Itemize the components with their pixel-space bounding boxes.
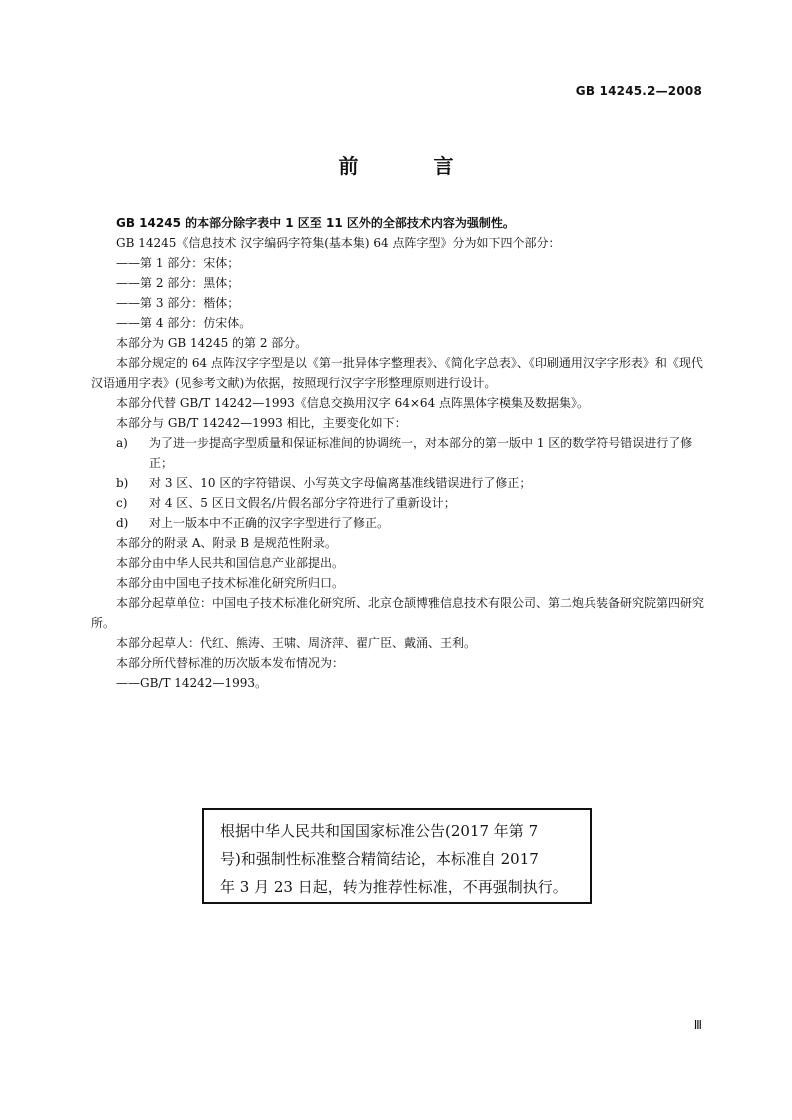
paragraph-proposer: 本部分由中华人民共和国信息产业部提出。 xyxy=(116,556,345,570)
mandatory-statement: GB 14245 的本部分除字表中 1 区至 11 区外的全部技术内容为强制性。 xyxy=(116,216,515,230)
paragraph-replaces: 本部分代替 GB/T 14242—1993《信息交换用汉字 64×64 点阵黑体字模集及数据集》。 xyxy=(116,396,590,410)
paragraph-history: 本部分所代替标准的历次版本发布情况为： xyxy=(116,656,345,670)
list-marker: b) xyxy=(116,476,129,490)
part-item-1: ——第 1 部分：宋体； xyxy=(116,256,240,270)
foreword-body xyxy=(91,213,705,693)
paragraph-history-item: ——GB/T 14242—1993。 xyxy=(116,676,267,690)
list-item-text: 对 3 区、10 区的字符错误、小写英文字母偏离基准线错误进行了修正； xyxy=(149,476,532,490)
part-item-3: ——第 3 部分：楷体； xyxy=(116,296,240,310)
paragraph-drafters: 本部分起草人：代红、熊涛、王啸、周济萍、翟广臣、戴涌、王利。 xyxy=(116,636,477,650)
status-notice-box xyxy=(202,808,592,904)
paragraph-changes-intro: 本部分与 GB/T 14242—1993 相比，主要变化如下： xyxy=(116,416,407,430)
part-item-2: ——第 2 部分：黑体； xyxy=(116,276,240,290)
list-item xyxy=(91,513,705,533)
notice-line-1: 根据中华人民共和国国家标准公告(2017 年第 7 xyxy=(220,822,539,840)
list-item-text: 对 4 区、5 区日文假名/片假名部分字符进行了重新设计； xyxy=(149,496,456,510)
paragraph-centralized: 本部分由中国电子技术标准化研究所归口。 xyxy=(116,576,345,590)
paragraph-drafting-units: 本部分起草单位：中国电子技术标准化研究所、北京仓颉博雅信息技术有限公司、第二炮兵装备研究院第四研究所。 xyxy=(91,596,705,630)
part-item-4: ——第 4 部分：仿宋体。 xyxy=(116,316,252,330)
list-item-text: 对上一版本中不正确的汉字字型进行了修正。 xyxy=(149,516,390,530)
list-item xyxy=(91,493,705,513)
list-item-text: 为了进一步提高字型质量和保证标准间的协调统一，对本部分的第一版中 1 区的数学符号错误进行了修正； xyxy=(149,436,693,470)
list-item xyxy=(91,433,705,473)
list-marker: d) xyxy=(116,516,129,530)
page-title: 前 言 xyxy=(338,154,488,178)
paragraph-basis: 本部分规定的 64 点阵汉字字型是以《第一批异体字整理表》、《简化字总表》、《印刷通用汉字字形表》和《现代汉语通用字表》(见参考文献)为依据，按照现行汉字字形整理原则进行设计。 xyxy=(91,356,703,390)
notice-line-2: 号)和强制性标准整合精简结论，本标准自 2017 xyxy=(220,850,539,868)
list-marker: c) xyxy=(116,496,128,510)
standard-number: GB 14245.2—2008 xyxy=(575,84,702,98)
paragraph-part-number: 本部分为 GB 14245 的第 2 部分。 xyxy=(116,336,308,350)
paragraph-annex: 本部分的附录 A、附录 B 是规范性附录。 xyxy=(116,536,337,550)
list-marker: a) xyxy=(116,436,128,450)
notice-line-3: 年 3 月 23 日起，转为推荐性标准，不再强制执行。 xyxy=(220,878,568,896)
paragraph-parts-intro: GB 14245《信息技术 汉字编码字符集(基本集) 64 点阵字型》分为如下四个部分： xyxy=(116,236,561,250)
page-number: Ⅲ xyxy=(693,1018,702,1032)
list-item xyxy=(91,473,705,493)
